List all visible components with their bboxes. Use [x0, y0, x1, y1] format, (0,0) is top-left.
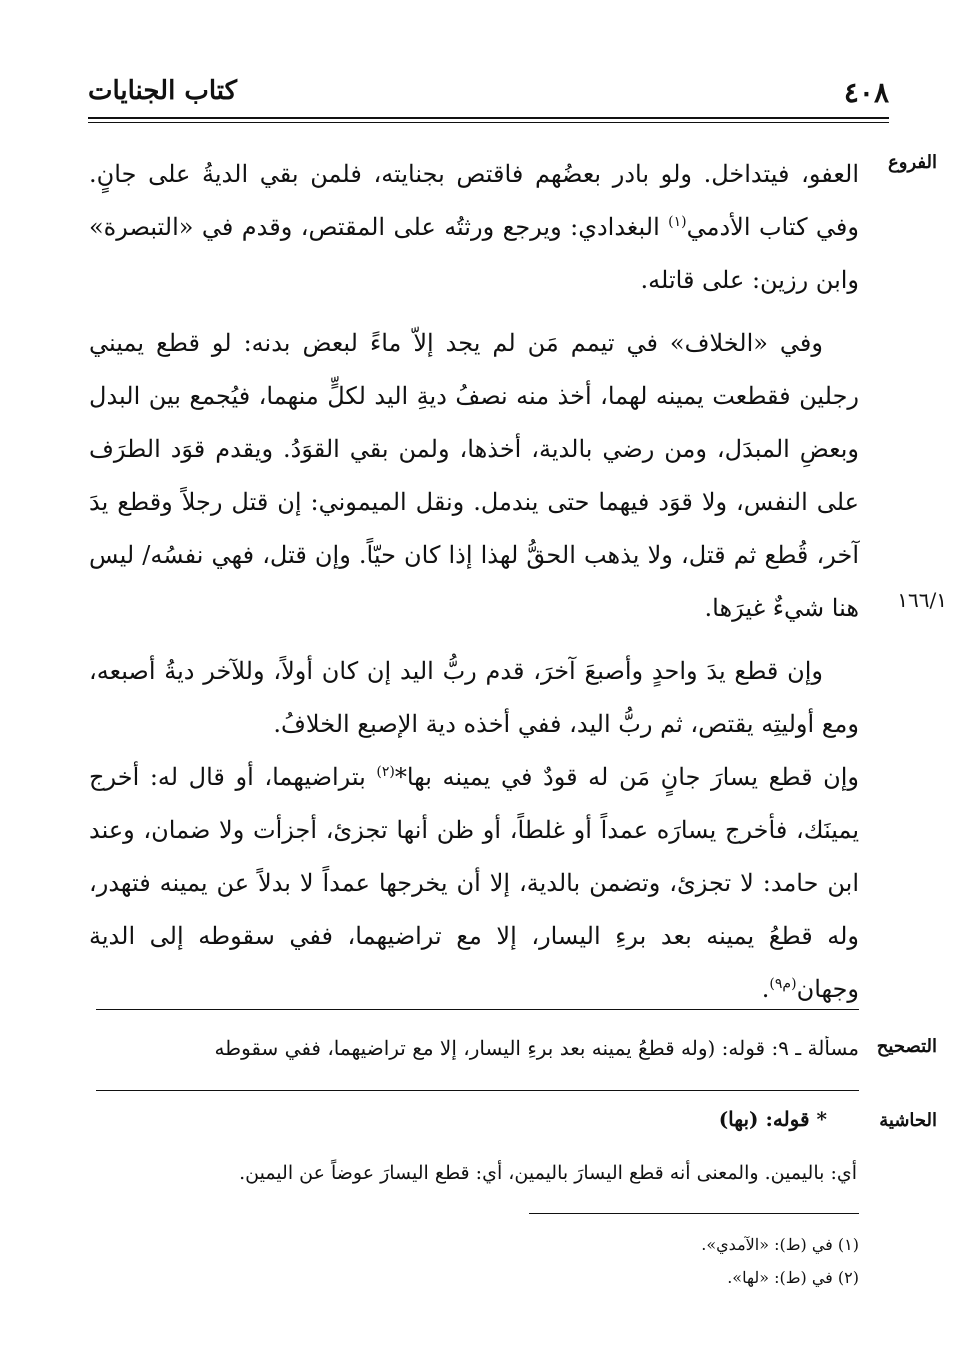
hashiya-label: الحاشية [879, 1110, 937, 1131]
header-rule-thin [88, 122, 889, 123]
page-number: ٤٠٨ [843, 76, 889, 109]
correction-ref: (م٩) [769, 976, 797, 992]
tashih-label: التصحيح [876, 1036, 937, 1057]
footnote-1: (١) في (ط): «الآمدي». [701, 1235, 859, 1254]
footnote-ref-1: (١) [668, 214, 687, 230]
footnote-2: (٢) في (ط): «لها». [727, 1268, 859, 1287]
paragraph-2: وفي «الخلاف» في تيمم مَن لم يجد إلاّ ماءً لبعض بدنه: لو قطع يميني رجلين فقطعت يمينه لهما، أخذ منه نصفُ ديةِ اليد لكلٍّ منهما، فيُجمع بين البدل وبعضِ المبدَل، ومن رضي بالدية، أخذها، ولمن بقي القوَدُ. ويقدم قوَد الطرَف على النفس، ولا قوَد فيهما حتى يندمل. ونقل الميموني: إن قتل رجلاً وقطع يدَ آخر، قُطع ثم قتل، ولا يذهب الحقُّ لهذا إذا كان حيّاً. وإن قتل، فهي نفسُه/ ليس هنا شيءٌ غيرَها. [89, 329, 860, 622]
paragraph-3: وإن قطع يدَ واحدٍ وأصبعَ آخرَ، قدم ربُّ اليد إن كان أولاً، وللآخر ديةُ أصبعه، ومع أوليتِه يقتص، ثم ربُّ اليد، ففي أخذه دية الإصبع الخلافُ. [89, 657, 859, 738]
paragraph-4: وإن قطع يسارَ جانٍ مَن له قودٌ في يمينه بها*$^{(٢)}$ بتراضيهما، أو قال له: أخرج يمينَك، فأخرج يسارَه عمداً أو غلطاً، أو ظن أنها تجزئ، أجزأت ولا ضمان، وعند ابن حامد: لا تجزئ، وتضمن بالدية، إلا أن يخرجها عمداً لا بدلاً عن يمينه فتهدر، وله قطعُ يمينه بعد برءِ اليسار، إلا مع تراضيهما، ففي سقوطه إلى الدية وجهان$^{(م٩)}$. [89, 763, 860, 1003]
hashiya-heading: * قوله: (بها) [718, 1107, 827, 1131]
header-rule [88, 117, 889, 119]
manuscript-page-ref: ١٦٦/١ [897, 588, 947, 612]
hashiya-text: أي: باليمين. والمعنى أنه قطع اليسارَ باليمين، أي: قطع اليسارَ عوضاً عن اليمين. [239, 1162, 857, 1184]
main-text [89, 148, 859, 1026]
paragraph-1: العفو، فيتداخل. ولو بادر بعضُهم فاقتص بجنايته، فلمن بقي الديةُ على جانٍ. وفي كتاب الأدمي$^{(١)}$ البغدادي: ويرجع ورثتُه على المقتص، وقدم في «التبصرة» وابن رزين: على قاتله. [89, 160, 859, 294]
running-title: كتاب الجنايات [88, 76, 238, 106]
correction-text: مسألة ـ ٩: قوله: (وله قطعُ يمينه بعد برءِ اليسار، إلا مع تراضيهما، ففي سقوطه [214, 1036, 859, 1060]
section-rule-top [96, 1009, 859, 1010]
footnote-rule [529, 1213, 859, 1214]
page-header [88, 70, 889, 114]
footnote-ref-2: (٢) [376, 764, 395, 780]
furu-label: الفروع [888, 152, 937, 173]
section-rule-bottom [96, 1090, 859, 1091]
